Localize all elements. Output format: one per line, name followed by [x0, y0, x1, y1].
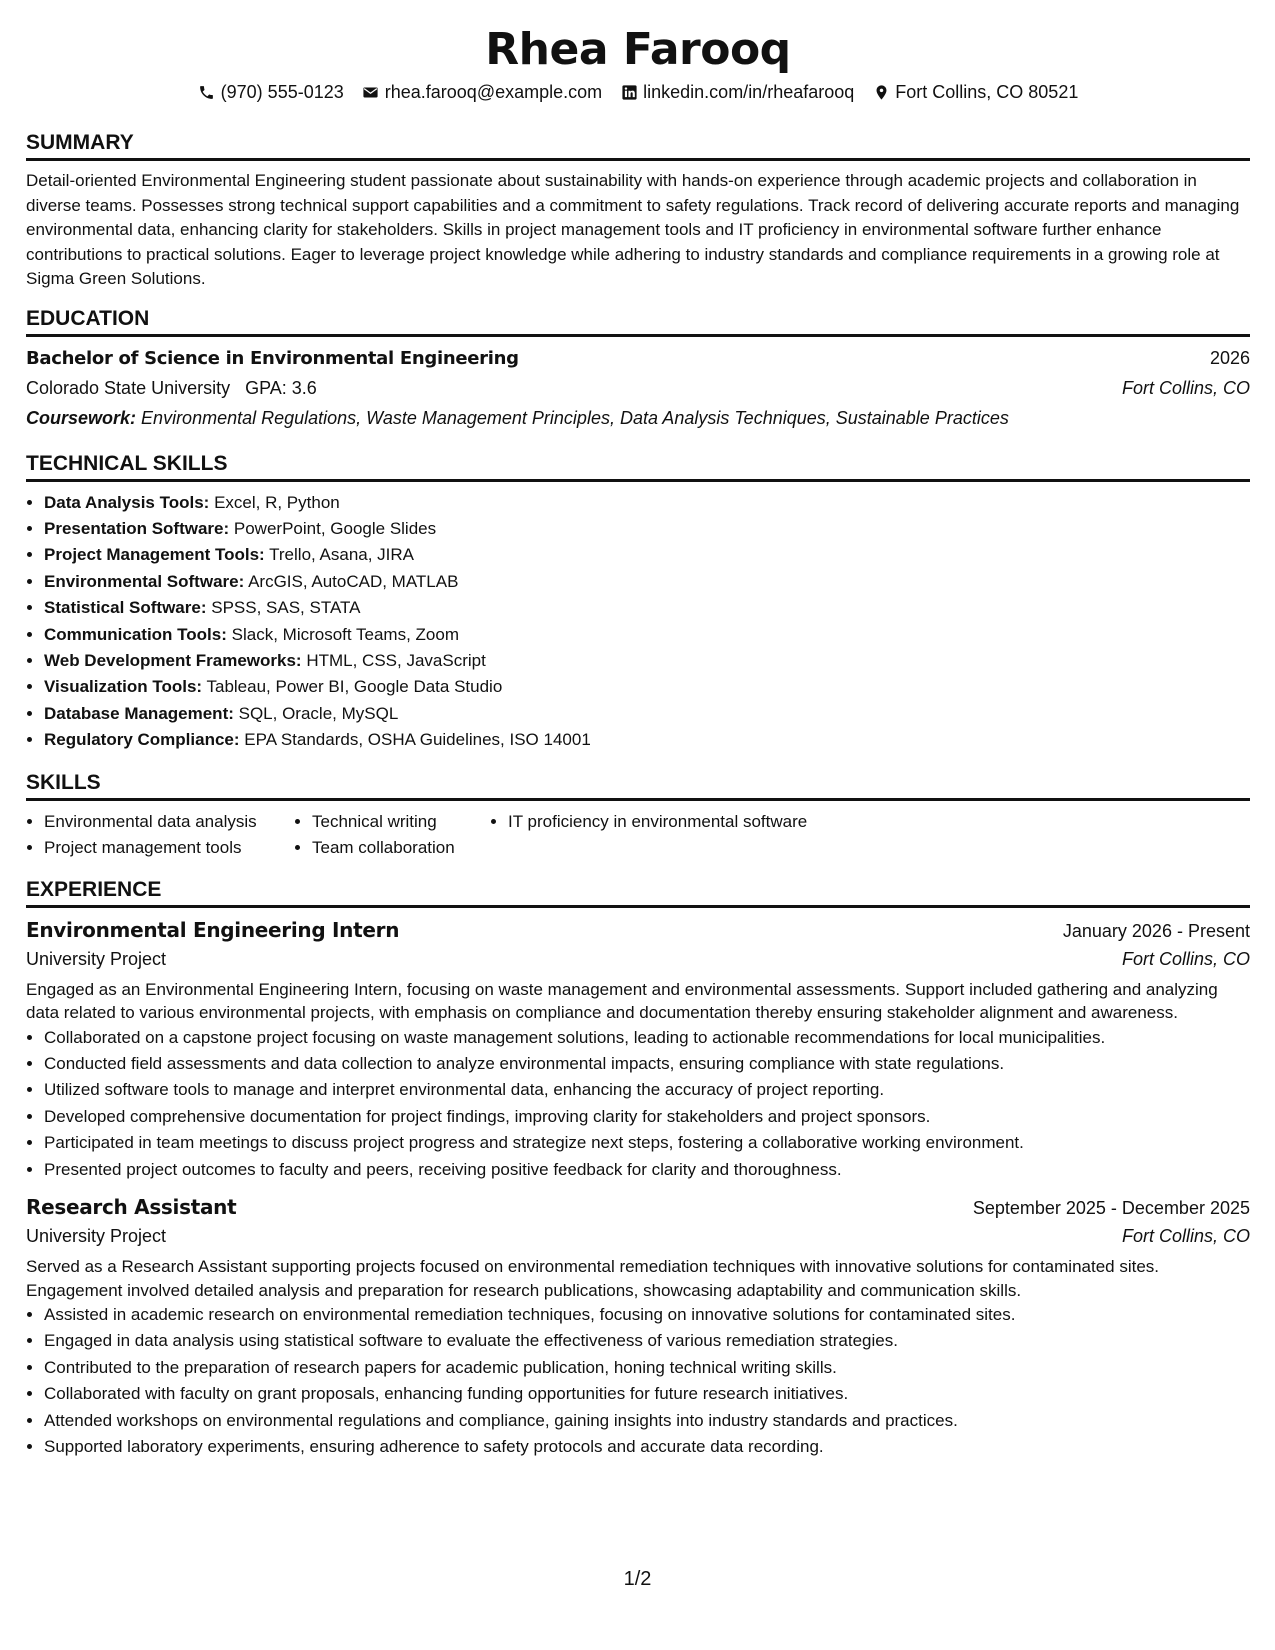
contact-bar [26, 80, 1250, 104]
job-dates: September 2025 - December 2025 [972, 1198, 1250, 1218]
graduation-year: 2026 [1209, 347, 1250, 368]
technical-skill-value: Slack, Microsoft Teams, Zoom [231, 624, 459, 644]
job-dates: January 2026 - Present [1062, 920, 1250, 941]
job-bullet: • Collaborated with faculty on grant proposals, enhancing funding opportunities for future research initiatives. [44, 1381, 1250, 1407]
job-bullet: • Assisted in academic research on environmental remediation techniques, focusing on innovative solutions for contaminated sites. [44, 1302, 1250, 1328]
technical-skill-label: Web Development Frameworks: [44, 650, 302, 670]
gpa: GPA: 3.6 [245, 377, 317, 398]
phone-text: (970) 555-0123 [220, 82, 344, 102]
envelope-icon [362, 83, 380, 101]
skills-section [26, 770, 1250, 861]
section-title-summary: SUMMARY [26, 130, 1250, 161]
contact-email[interactable] [362, 80, 602, 104]
linkedin-text: linkedin.com/in/rheafarooq [643, 82, 855, 102]
technical-skill-item [44, 542, 1250, 568]
job-bullet: • Supported laboratory experiments, ensuring adherence to safety protocols and accurate data recording. [44, 1434, 1250, 1460]
coursework-line [26, 403, 1250, 433]
email-text: rhea.farooq@example.com [384, 82, 603, 102]
location-text: Fort Collins, CO 80521 [895, 82, 1079, 102]
technical-skill-item [44, 701, 1250, 727]
page-number: 1/2 [623, 1568, 652, 1590]
job-bullet: • Engaged in data analysis using statistical software to evaluate the effectiveness of various remediation strategies. [44, 1328, 1250, 1354]
job-org: University Project [26, 948, 167, 969]
candidate-name: Rhea Farooq [485, 24, 791, 75]
technical-skill-item [44, 569, 1250, 595]
location-pin-icon [872, 83, 890, 101]
technical-skill-label: Statistical Software: [44, 598, 207, 618]
job-bullet: • Utilized software tools to manage and interpret environmental data, enhancing the accuracy of project reporting. [44, 1077, 1250, 1103]
technical-skill-label: Regulatory Compliance: [44, 730, 240, 750]
skill-item: • IT proficiency in environmental software [508, 809, 807, 835]
job-description: Engaged as an Environmental Engineering Intern, focusing on waste management and environmental assessments. Support included gathering and analyzing data related to various environmental projects, with emphasis on compliance and documentation thereby ensuring stakeholder alignment and awareness. [26, 979, 1218, 1023]
job-bullets [26, 1025, 1250, 1183]
phone-icon [198, 83, 216, 101]
job-bullet: • Participated in team meetings to discuss project progress and strategize next steps, fostering a collaborative working environment. [44, 1130, 1250, 1156]
degree: Bachelor of Science in Environmental Engineering [26, 347, 519, 369]
job-subheader [26, 1221, 1250, 1251]
contact-linkedin[interactable] [620, 80, 854, 104]
job-bullet: • Developed comprehensive documentation for project findings, improving clarity for stakeholders and project sponsors. [44, 1104, 1250, 1130]
job-description: Served as a Research Assistant supporting projects focused on environmental remediation techniques with innovative solutions for contaminated sites. Engagement involved detailed analysis and preparation for research publications, showcasing adaptability and communication skills. [26, 1257, 1160, 1300]
linkedin-icon [620, 83, 638, 101]
technical-skill-label: Project Management Tools: [44, 545, 265, 565]
education-section [26, 306, 1250, 433]
technical-skill-value: PowerPoint, Google Slides [233, 518, 437, 538]
job-bullet: • Presented project outcomes to faculty and peers, receiving positive feedback for clarity and thoroughness. [44, 1157, 1250, 1183]
section-title-technical-skills: TECHNICAL SKILLS [26, 451, 1250, 482]
coursework-label: Coursework: [26, 407, 137, 428]
technical-skill-item [44, 516, 1250, 542]
skills-column-3 [490, 809, 807, 861]
technical-skill-item [44, 595, 1250, 621]
technical-skill-label: Communication Tools: [44, 624, 227, 644]
section-title-education: EDUCATION [26, 306, 1250, 337]
job-bullets [26, 1302, 1250, 1460]
job-bullet: • Attended workshops on environmental regulations and compliance, gaining insights into industry standards and practices. [44, 1408, 1250, 1434]
job-bullet: • Conducted field assessments and data collection to analyze environmental impacts, ensuring compliance with state regulations. [44, 1051, 1250, 1077]
job-entry [26, 916, 1250, 1183]
skill-item: • Team collaboration [312, 835, 490, 861]
education-row-2 [26, 373, 1250, 403]
school-line [26, 373, 317, 403]
skills-grid [26, 809, 1250, 861]
section-title-experience: EXPERIENCE [26, 877, 1250, 908]
job-role: Environmental Engineering Intern [26, 917, 400, 942]
job-org: University Project [26, 1226, 167, 1246]
job-location: Fort Collins, CO [1121, 948, 1250, 969]
technical-skills-section [26, 451, 1250, 754]
section-title-skills: SKILLS [26, 770, 1250, 801]
skill-item: • Project management tools [44, 835, 294, 861]
technical-skill-item [44, 648, 1250, 674]
technical-skill-value: Excel, R, Python [214, 492, 340, 512]
job-header [26, 916, 1250, 944]
contact-location [872, 80, 1078, 104]
job-location: Fort Collins, CO [1121, 1226, 1250, 1246]
technical-skill-value: EPA Standards, OSHA Guidelines, ISO 14001 [244, 730, 591, 750]
summary-section [26, 130, 1250, 292]
technical-skill-label: Data Analysis Tools: [44, 492, 210, 512]
skill-item: • Environmental data analysis [44, 809, 294, 835]
coursework-list: Environmental Regulations, Waste Management Principles, Data Analysis Techniques, Sustainable Practices [141, 407, 1009, 428]
skills-column-2 [294, 809, 490, 861]
technical-skill-label: Presentation Software: [44, 518, 230, 538]
summary-text: Detail-oriented Environmental Engineering student passionate about sustainability with hands-on experience through academic projects and collaboration in diverse teams. Possesses strong technical support capabilities and a commitment to safety regulations. Track record of delivering accurate reports and managing environmental data, enhancing clarity for stakeholders. Skills in project management tools and IT proficiency in environmental software further enhance contributions to practical solutions. Eager to leverage project knowledge while adhering to industry standards and compliance requirements in a growing role at Sigma Green Solutions. [26, 171, 1240, 288]
experience-section [26, 877, 1250, 1461]
school-name: Colorado State University [26, 377, 231, 398]
skills-column-1 [26, 809, 294, 861]
technical-skill-item [44, 490, 1250, 516]
technical-skill-value: SQL, Oracle, MySQL [238, 703, 399, 723]
job-bullet: • Contributed to the preparation of research papers for academic publication, honing technical writing skills. [44, 1355, 1250, 1381]
technical-skill-label: Environmental Software: [44, 571, 245, 591]
technical-skill-value: HTML, CSS, JavaScript [306, 650, 486, 670]
contact-phone[interactable] [198, 80, 344, 104]
technical-skill-value: SPSS, SAS, STATA [211, 598, 361, 618]
education-row-1 [26, 345, 1250, 373]
technical-skill-label: Visualization Tools: [44, 677, 203, 697]
technical-skill-value: ArcGIS, AutoCAD, MATLAB [248, 571, 459, 591]
technical-skill-value: Tableau, Power BI, Google Data Studio [206, 677, 503, 697]
job-bullet: • Collaborated on a capstone project focusing on waste management solutions, leading to actionable recommendations for local municipalities. [44, 1025, 1250, 1051]
technical-skills-list [26, 490, 1250, 754]
technical-skill-item [44, 727, 1250, 753]
job-entry [26, 1193, 1250, 1460]
skill-item: • Technical writing [312, 809, 490, 835]
job-subheader [26, 944, 1250, 974]
technical-skill-item [44, 674, 1250, 700]
resume-page [26, 0, 1250, 1460]
technical-skill-value: Trello, Asana, JIRA [269, 545, 415, 565]
education-location: Fort Collins, CO [1121, 377, 1250, 398]
job-header [26, 1193, 1250, 1221]
technical-skill-label: Database Management: [44, 703, 234, 723]
job-role: Research Assistant [26, 1195, 237, 1219]
technical-skill-item [44, 622, 1250, 648]
